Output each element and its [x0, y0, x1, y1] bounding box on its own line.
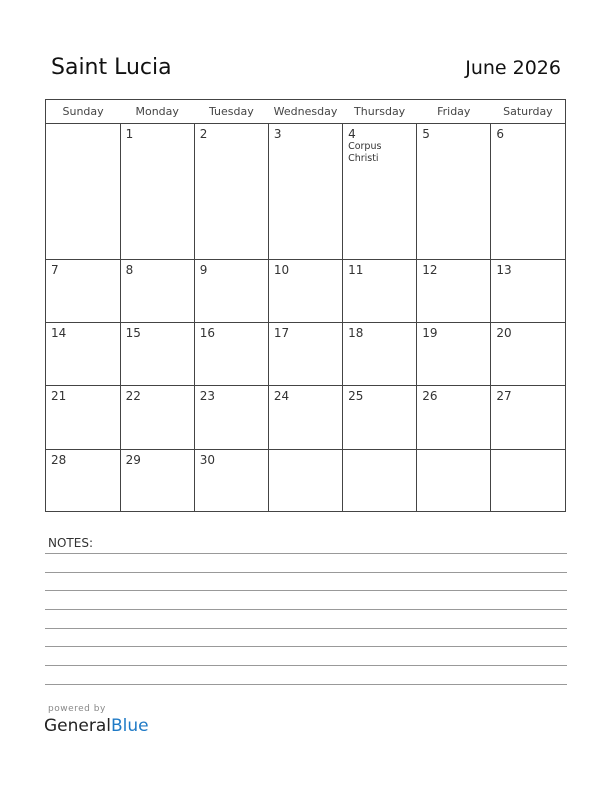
day-cell — [417, 124, 491, 260]
day-cell — [268, 386, 342, 449]
day-cell — [417, 386, 491, 449]
day-number: 26 — [422, 389, 438, 404]
calendar-country-title: Saint Lucia — [51, 55, 172, 80]
week-row — [46, 386, 565, 449]
day-number: 6 — [496, 127, 504, 141]
day-cell — [343, 259, 417, 322]
day-number: 13 — [496, 262, 512, 277]
calendar-month-title: June 2026 — [465, 57, 561, 79]
notes-line — [45, 665, 567, 666]
day-number: 16 — [199, 326, 216, 340]
day-cell — [46, 259, 120, 322]
day-number: 29 — [125, 452, 141, 467]
notes-line — [45, 646, 567, 647]
day-cell — [120, 124, 194, 260]
notes-line — [45, 628, 567, 629]
notes-line — [45, 572, 567, 573]
day-number: 23 — [199, 389, 216, 404]
day-number: 2 — [199, 127, 208, 141]
day-cell — [194, 323, 268, 386]
notes-line — [45, 684, 567, 685]
day-number: 30 — [199, 452, 216, 467]
day-number: 27 — [496, 389, 512, 404]
holiday-label: Corpus Christi — [348, 141, 382, 164]
day-cell — [491, 323, 565, 386]
generalblue-logo — [44, 716, 149, 736]
day-cell — [343, 386, 417, 449]
notes-label: NOTES: — [48, 536, 93, 550]
day-cell — [46, 449, 120, 511]
day-cell — [343, 323, 417, 386]
day-cell — [46, 124, 120, 260]
day-cell — [120, 323, 194, 386]
day-cell — [268, 449, 342, 511]
day-cell — [417, 259, 491, 322]
weekday-monday: Monday — [120, 100, 194, 124]
day-cell — [417, 323, 491, 386]
day-number: 9 — [199, 262, 208, 277]
day-number: 19 — [422, 326, 438, 340]
day-number: 7 — [51, 262, 59, 277]
day-cell — [491, 259, 565, 322]
day-cell — [417, 449, 491, 511]
day-cell — [491, 449, 565, 511]
day-cell — [491, 386, 565, 449]
day-cell — [194, 259, 268, 322]
day-cell — [46, 323, 120, 386]
day-number: 20 — [496, 326, 512, 340]
brand-blue: Blue — [111, 716, 149, 736]
day-cell — [343, 124, 417, 260]
day-number: 15 — [125, 326, 141, 340]
week-row — [46, 259, 565, 322]
weekday-friday: Friday — [417, 100, 491, 124]
notes-line — [45, 553, 567, 554]
day-number: 5 — [422, 127, 430, 141]
day-cell — [268, 259, 342, 322]
day-number: 28 — [51, 452, 67, 467]
day-cell — [268, 323, 342, 386]
day-number: 21 — [51, 389, 67, 404]
day-number: 4 — [348, 127, 356, 141]
day-number: 18 — [348, 326, 364, 340]
powered-by-text: powered by — [48, 704, 106, 714]
day-number: 25 — [348, 389, 364, 404]
notes-line — [45, 590, 567, 591]
day-cell — [491, 124, 565, 260]
weekday-saturday: Saturday — [491, 100, 565, 124]
day-cell — [343, 449, 417, 511]
day-number: 17 — [273, 326, 290, 340]
day-number: 11 — [348, 262, 364, 277]
day-number: 1 — [125, 127, 134, 141]
day-number: 8 — [125, 262, 134, 277]
week-row — [46, 124, 565, 260]
day-cell — [268, 124, 342, 260]
weekday-thursday: Thursday — [343, 100, 417, 124]
weekday-sunday: Sunday — [46, 100, 120, 124]
day-cell — [194, 449, 268, 511]
brand-general: General — [44, 716, 111, 736]
day-cell — [194, 386, 268, 449]
day-number: 22 — [125, 389, 141, 404]
day-cell — [46, 386, 120, 449]
day-number: 3 — [273, 127, 282, 141]
day-number: 12 — [422, 262, 438, 277]
week-row — [46, 449, 565, 511]
notes-line — [45, 609, 567, 610]
week-row — [46, 323, 565, 386]
day-number: 14 — [51, 326, 67, 340]
day-cell — [120, 259, 194, 322]
day-cell — [120, 386, 194, 449]
weekday-wednesday: Wednesday — [268, 100, 342, 124]
weekday-header-row — [46, 100, 565, 124]
calendar-grid — [45, 99, 566, 512]
day-number: 10 — [273, 262, 290, 277]
day-number: 24 — [273, 389, 290, 404]
day-cell — [194, 124, 268, 260]
day-cell — [120, 449, 194, 511]
weekday-tuesday: Tuesday — [194, 100, 268, 124]
